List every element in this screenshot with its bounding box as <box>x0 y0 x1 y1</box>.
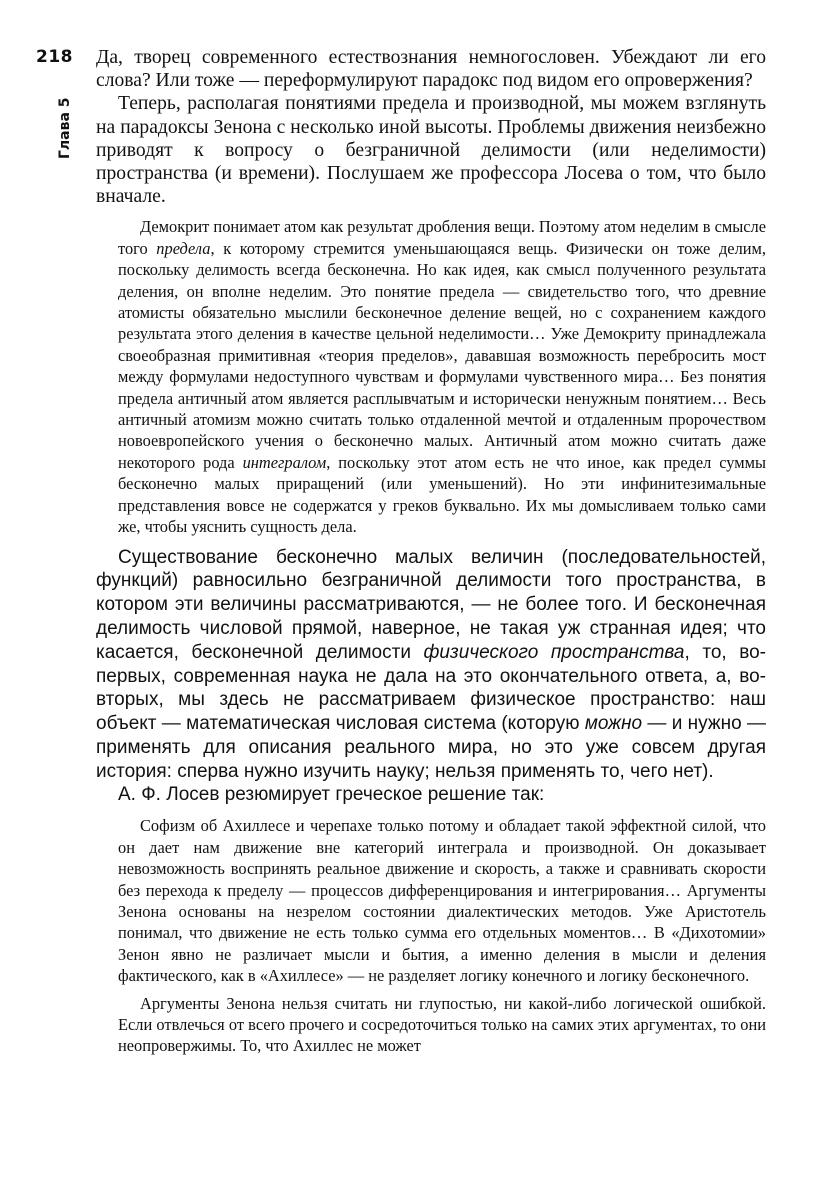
quote-3-text: Аргументы Зенона нельзя считать ни глупостью, ни какой-либо логической ошибкой. Если отвлечься от всего прочего и сосредоточиться только на самих этих аргументах, то они неопровержимы. То, что Ахиллес не может <box>118 993 766 1056</box>
quote-losev-democritus <box>96 216 766 537</box>
quote-1-emphasis-integral: интегралом <box>242 452 327 472</box>
quote-2-text: Софизм об Ахиллесе и черепахе только потому и обладает такой эффектной силой, что он дает нам движение вне категорий интеграла и производной. Он доказывает невозможность воспринять реальное движение и скорость, а также и сравнивать скорости без перехода к пределу — процессов дифференцирования и интегрирования… Аргументы Зенона основаны на незрелом состоянии диалектических методов. Уже Аристотель понимал, что движение не есть только сумма его отдельных моментов… В «Дихотомии» Зенон явно не различает мысли и бытия, а именно деления в мысли и деления фактического, как в «Ахиллесе» — не разделяет логику конечного и логику бесконечного. <box>118 816 766 986</box>
paragraph-3-part-c: — и нужно — применять для описания реального мира, но это уже совсем другая история: сперва нужно изучить науку; нельзя применять то, чего нет). <box>96 713 766 782</box>
quote-1-part-b: , к которому стремится уменьшающаяся вещь. Физически он тоже делим, поскольку делимость всегда бесконечна. Но как идея, как смысл полученного результата деления, он вполне неделим. Это понятие предела — свидетельство того, что древние атомисты обязательно мыслили бесконечное деление вещей, но с сохранением каждого результата этого деления в качестве цельной неделимости… Уже Демокриту принадлежала своеобразная примитивная «теория пределов», дававшая возможность перебросить мост между формулами недоступного чувствам и формулами чувственного мира… Без понятия предела античный атом является расплывчатым и исторически ненужным понятием… Весь античный атомизм можно считать только отдаленной мечтой и отдаленным пророчеством новоевропейского учения о бесконечно малых. Античный атом можно считать даже некоторого рода <box>118 238 766 472</box>
quote-1-emphasis-limit: предела <box>156 238 211 258</box>
paragraph-2: Теперь, располагая понятиями предела и производной, мы можем взглянуть на парадоксы Зенона с несколько иной высоты. Проблемы движения неизбежно приводят к вопросу о безграничной делимости (или неделимости) пространства (и времени). Послушаем же профессора Лосева о том, что было вначале. <box>96 93 766 208</box>
quote-1-part-c: , поскольку этот атом есть не что иное, как предел суммы бесконечно малых приращений (или уменьшений). Но эти инфинитезимальные представления вовсе не содержатся у греков буквально. Их мы домысливаем только сами же, чтобы уяснить сущность дела. <box>118 452 766 537</box>
paragraph-4: А. Ф. Лосев резюмирует греческое решение так: <box>118 784 545 806</box>
paragraph-3 <box>96 546 766 784</box>
page-number: 218 <box>36 47 73 67</box>
quote-1-text <box>118 216 766 537</box>
paragraph-3-emphasis-can: можно <box>584 713 643 735</box>
page-body <box>96 46 766 1065</box>
paragraph-3-part-a: Существование бесконечно малых величин (последовательностей, функций) равносильно безграничной делимости того пространства, в котором эти величины рассматриваются, — не более того. И бесконечная делимость числовой прямой, наверное, не такая уж странная идея; что касается, бесконечной делимости <box>96 546 766 663</box>
quote-losev-summary <box>96 815 766 1056</box>
chapter-label: Глава 5 <box>57 97 73 159</box>
paragraph-3-part-b: , то, во-первых, современная наука не дала на это окончательного ответа, а, во-вторых, мы здесь не рассматриваем физическое пространство: наш объект — математическая числовая система (которую <box>96 641 766 735</box>
paragraph-1: Да, творец современного естествознания немногословен. Убеждают ли его слова? Или тоже — переформулируют парадокс под видом его опровержения? <box>96 47 766 92</box>
paragraph-3-emphasis-physical-space: физического пространства <box>423 641 685 663</box>
quote-1-part-a: Демокрит понимает атом как результат дробления вещи. Поэтому атом неделим в смысле того <box>118 217 766 258</box>
